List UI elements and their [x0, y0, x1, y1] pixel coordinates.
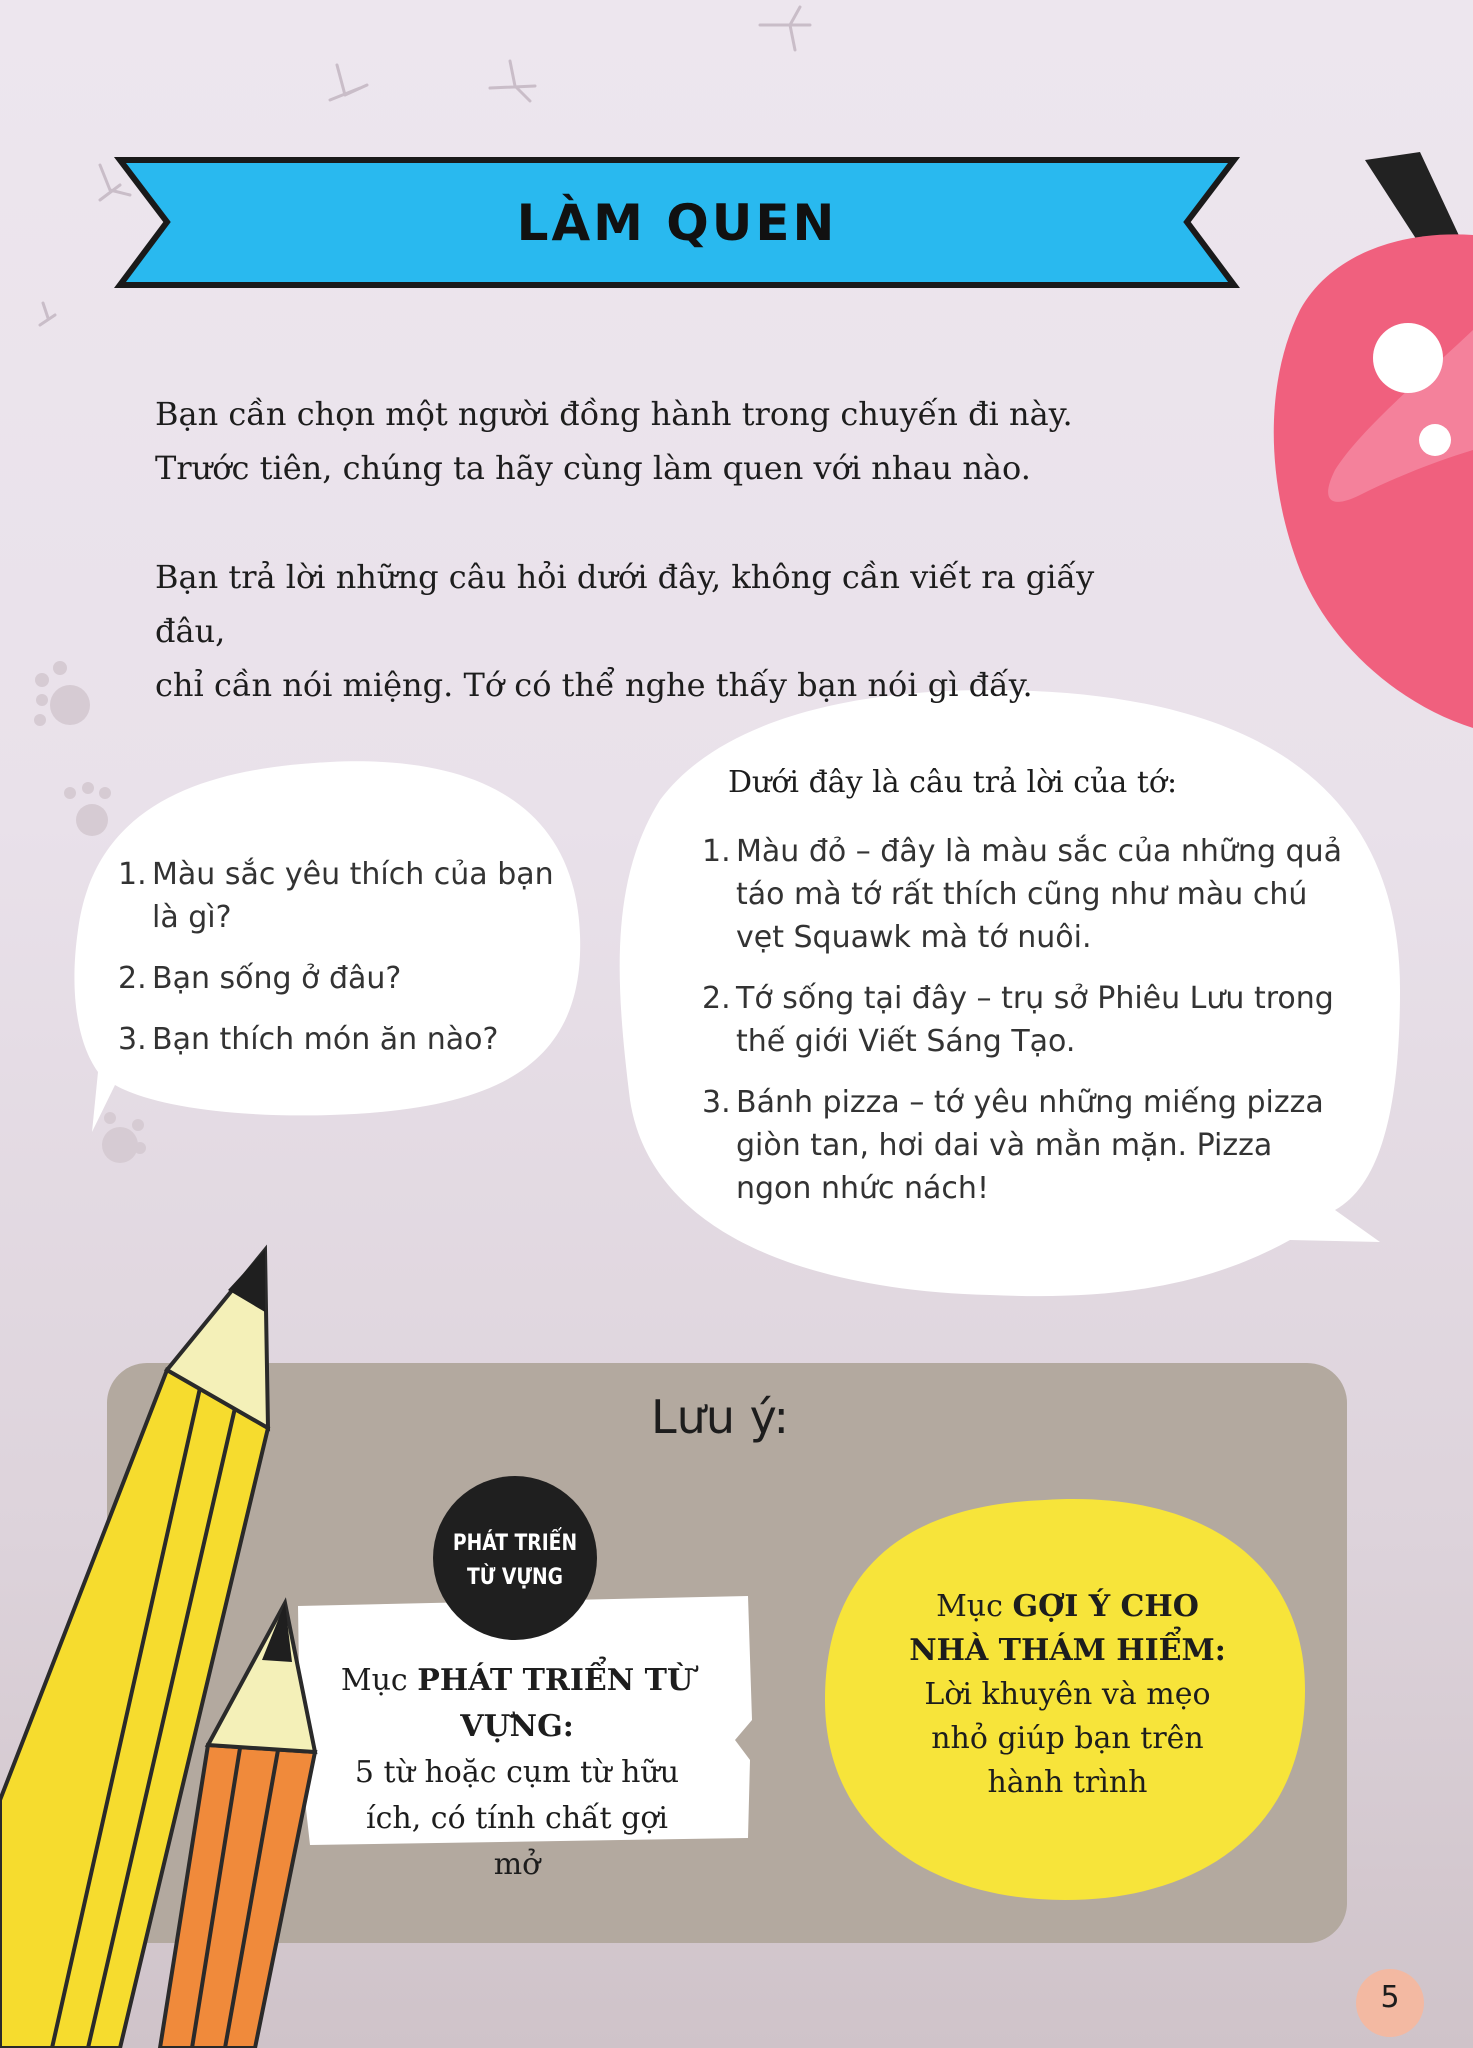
item-number: 1.	[702, 834, 731, 869]
badge-line: PHÁT TRIỂN	[452, 1531, 578, 1556]
tips-bold: GỢI Ý CHO	[1012, 1589, 1199, 1624]
page-number: 5	[1380, 1980, 1400, 2015]
badge-line: TỪ VỰNG	[467, 1565, 563, 1590]
intro-line: Bạn cần chọn một người đồng hành trong chuyến đi này.	[155, 395, 1073, 433]
item-number: 3.	[118, 1022, 147, 1057]
item-text: Bánh pizza – tớ yêu những miếng pizza giòn tan, hơi dai và mằn mặn. Pizza ngon nhức nách!	[736, 1085, 1324, 1206]
item-number: 2.	[118, 961, 147, 996]
list-item	[702, 977, 1352, 1063]
item-number: 2.	[702, 981, 731, 1016]
item-text: Bạn thích món ăn nào?	[152, 1022, 499, 1057]
answer-list	[702, 830, 1352, 1228]
tips-description	[880, 1585, 1255, 1805]
intro-paragraph-2	[155, 550, 1155, 712]
item-text: Màu sắc yêu thích của bạn là gì?	[152, 857, 554, 935]
question-list	[118, 853, 558, 1079]
vocab-bold: PHÁT TRIỂN TỪ VỰNG:	[417, 1663, 694, 1744]
tips-rest: Lời khuyên và mẹo nhỏ giúp bạn trên hành trình	[924, 1677, 1211, 1800]
intro-line: chỉ cần nói miệng. Tớ có thể nghe thấy bạn nói gì đấy.	[155, 666, 1033, 704]
list-item	[118, 853, 558, 939]
list-item	[702, 1081, 1352, 1210]
page-title: LÀM QUEN	[516, 193, 838, 252]
intro-paragraph-1	[155, 387, 1155, 495]
vocab-badge-label	[451, 1527, 579, 1595]
item-text: Màu đỏ – đây là màu sắc của những quả táo mà tớ rất thích cũng như màu chú vẹt Squawk mà tớ nuôi.	[736, 834, 1342, 955]
list-item	[118, 957, 558, 1000]
vocab-description	[302, 1658, 732, 1888]
item-text: Bạn sống ở đâu?	[152, 961, 402, 996]
item-number: 1.	[118, 857, 147, 892]
tips-bold: NHÀ THÁM HIỂM:	[909, 1633, 1226, 1668]
intro-line: Bạn trả lời những câu hỏi dưới đây, không cần viết ra giấy đâu,	[155, 558, 1095, 650]
answer-heading: Dưới đây là câu trả lời của tớ:	[728, 765, 1178, 800]
list-item	[118, 1018, 558, 1061]
item-number: 3.	[702, 1085, 731, 1120]
vocab-prefix: Mục	[340, 1663, 418, 1698]
item-text: Tớ sống tại đây – trụ sở Phiêu Lưu trong thế giới Viết Sáng Tạo.	[736, 981, 1334, 1059]
note-title: Lưu ý:	[651, 1390, 789, 1444]
apple-illustration	[1274, 152, 1473, 728]
tips-prefix: Mục	[936, 1589, 1013, 1624]
intro-line: Trước tiên, chúng ta hãy cùng làm quen với nhau nào.	[155, 449, 1031, 487]
vocab-rest: 5 từ hoặc cụm từ hữu ích, có tính chất gợi mở	[354, 1755, 680, 1882]
list-item	[702, 830, 1352, 959]
